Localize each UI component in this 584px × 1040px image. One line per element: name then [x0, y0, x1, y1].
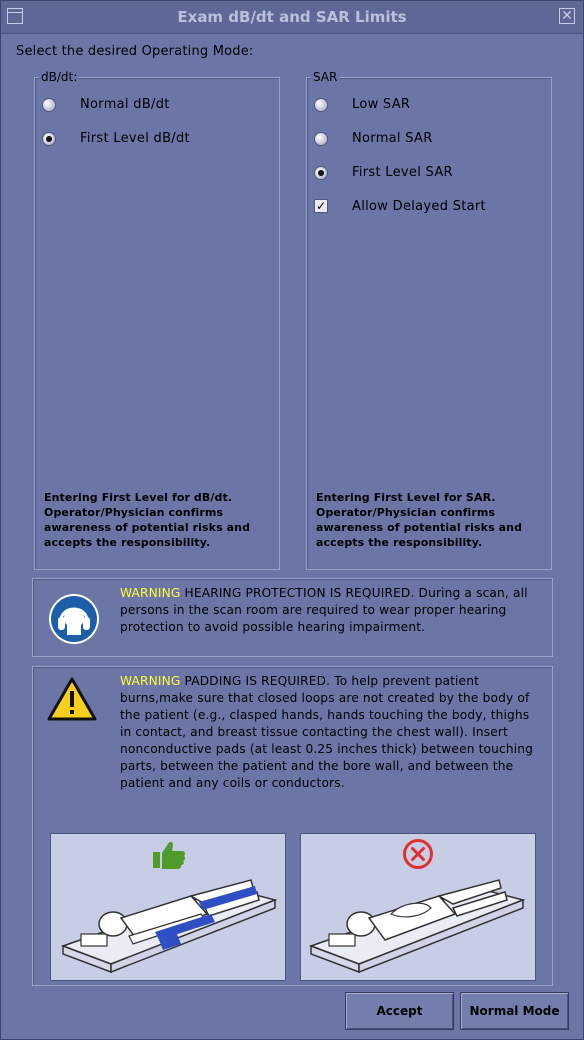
- padding-warning-body: To help prevent patient burns,make sure that closed loops are not created by the body of the patient (e.g., clasped hands, hands touching the body, thighs in contact, and breast tissue contacting the chest wall). Insert nonconductive pads (at least 0.25 inches thick) between touching parts, between the patient and the bore wall, and between the patient and any coils or conductors.: [120, 674, 534, 790]
- padding-warning-word: WARNING: [120, 674, 181, 688]
- radio-first-level-sar-label: First Level SAR: [352, 165, 453, 180]
- radio-normal-dbdt[interactable]: [35, 97, 265, 115]
- radio-first-level-dbdt-circle[interactable]: [43, 133, 55, 145]
- hearing-warning-word: WARNING: [120, 586, 181, 600]
- padding-warning-heading: PADDING IS REQUIRED.: [184, 674, 331, 688]
- radio-first-level-sar-circle[interactable]: [315, 167, 327, 179]
- patient-without-pads-figure: [307, 874, 527, 978]
- radio-first-level-dbdt[interactable]: [35, 131, 265, 149]
- hearing-warning-text: [120, 585, 530, 636]
- radio-normal-dbdt-label: Normal dB/dt: [80, 97, 170, 112]
- window-title: Exam dB/dt and SAR Limits: [177, 8, 407, 26]
- radio-low-sar[interactable]: [307, 97, 537, 115]
- radio-normal-sar-label: Normal SAR: [352, 131, 433, 146]
- dbdt-notice: Entering First Level for dB/dt. Operator/Physician confirms awareness of potential risks and accepts the responsibility.: [44, 491, 251, 549]
- patient-with-pads-figure: [59, 874, 279, 978]
- close-button[interactable]: ✕: [559, 8, 575, 24]
- x-circle-icon: [402, 838, 434, 870]
- sar-notice: Entering First Level for SAR. Operator/Physician confirms awareness of potential risks and accepts the responsibility.: [316, 491, 523, 549]
- checkmark-icon[interactable]: ✓: [315, 199, 327, 213]
- dbdt-group-label: dB/dt:: [41, 70, 78, 84]
- accept-button[interactable]: Accept: [345, 992, 454, 1030]
- hearing-warning-body: During a scan, all persons in the scan room are required to wear proper hearing protection to avoid possible hearing impairment.: [120, 586, 528, 634]
- allow-delayed-start-checkbox[interactable]: [307, 199, 537, 217]
- operating-mode-prompt: Select the desired Operating Mode:: [16, 44, 254, 59]
- warning-triangle-icon: [47, 677, 97, 721]
- sar-group-label: SAR: [313, 70, 338, 84]
- radio-normal-dbdt-circle[interactable]: [43, 99, 55, 111]
- radio-low-sar-circle[interactable]: [315, 99, 327, 111]
- radio-low-sar-label: Low SAR: [352, 97, 411, 112]
- sar-group: [306, 70, 552, 570]
- ear-protection-icon: [48, 593, 100, 645]
- correct-padding-illustration: [50, 833, 286, 981]
- radio-first-level-dbdt-label: First Level dB/dt: [80, 131, 190, 146]
- hearing-warning-panel: [32, 578, 553, 657]
- padding-warning-text: [120, 673, 535, 792]
- normal-mode-button[interactable]: Normal Mode: [460, 992, 569, 1030]
- allow-delayed-start-label: Allow Delayed Start: [352, 199, 486, 214]
- thumbs-up-icon: [152, 840, 186, 870]
- title-bar[interactable]: [1, 1, 583, 34]
- radio-normal-sar-circle[interactable]: [315, 133, 327, 145]
- dbdt-group: [34, 70, 280, 570]
- incorrect-padding-illustration: [300, 833, 536, 981]
- hearing-warning-heading: HEARING PROTECTION IS REQUIRED.: [184, 586, 415, 600]
- radio-first-level-sar[interactable]: [307, 165, 537, 183]
- radio-normal-sar[interactable]: [307, 131, 537, 149]
